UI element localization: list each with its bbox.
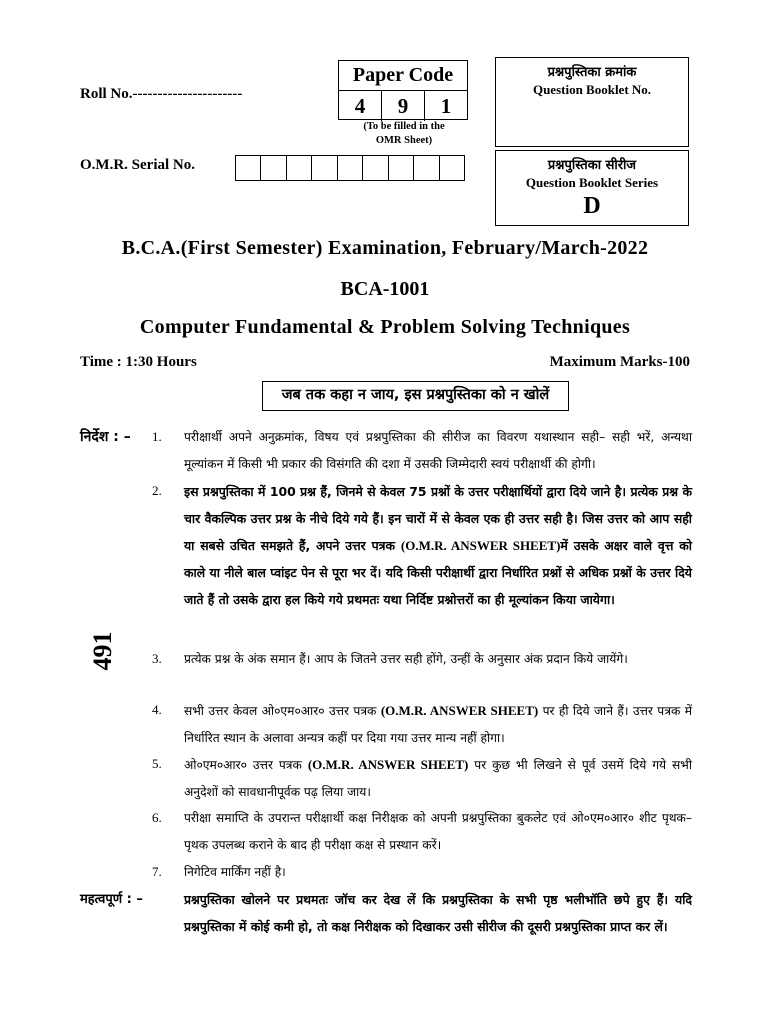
booklet-series-label-english: Question Booklet Series [525, 175, 659, 190]
instruction-text: प्रत्येक प्रश्न के अंक समान हैं। आप के जितने उत्तर सही होंगे, उन्हीं के अनुसार अंक प्रदान किये जायेंगे। [184, 652, 628, 666]
do-not-open-warning: जब तक कहा न जाय, इस प्रश्नपुस्तिका को न खोलें [262, 381, 569, 411]
question-booklet-no-box [495, 57, 689, 147]
booklet-series-label-hindi: प्रश्नपुस्तिका सीरीज [547, 158, 637, 173]
instruction-text-part: इस प्रश्नपुस्तिका में 100 प्रश्न हैं, जिनमे से केवल 75 प्रश्नों के उत्तर परीक्षार्थियों द्वारा दिये जाने है। प्रत्येक प्रश्न के चार वैकल्पिक उत्तर प्रश्न के नीचे दिये गये हैं। इन चारों में से केवल एक ही उत्तर सही है। जिस उत्तर को आप सही या सबसे उचित समझते हैं, अपने उत्तर पत्रक [184, 484, 692, 553]
instruction-number: 1. [152, 429, 162, 444]
instruction-text-part: पर कुछ भी लिखने से पूर्व उसमें दिये गये सभी अनुदेशों को सावधानीपूर्वक पढ़ लिया जाय। [184, 758, 693, 799]
instruction-item [152, 478, 692, 613]
instruction-number: 5. [152, 756, 162, 771]
omr-digit-box[interactable] [236, 156, 261, 180]
instruction-number: 6. [152, 810, 162, 825]
omr-answer-sheet-term: (O.M.R. ANSWER SHEET) [307, 757, 469, 772]
paper-code-digit: 4 [339, 91, 382, 121]
instruction-item [152, 751, 692, 806]
omr-serial-label: O.M.R. Serial No. [80, 157, 195, 173]
important-label: महत्वपूर्ण : – [80, 892, 143, 907]
important-text: प्रश्नपुस्तिका खोलने पर प्रथमतः जॉच कर देख लें कि प्रश्नपुस्तिका के सभी पृष्ठ भलीभॉति छपे हुए हैं। यदि प्रश्नपुस्तिका में कोई कमी हो, तो कक्ष निरीक्षक को दिखाकर उसी सीरीज की दूसरी प्रश्नपुस्तिका प्राप्त कर लें। [184, 892, 692, 934]
paper-code-title: Paper Code [339, 61, 467, 91]
instruction-item [152, 805, 692, 859]
instruction-number: 2. [152, 483, 162, 498]
side-paper-code-text: 491 [88, 631, 117, 671]
roll-no-label: Roll No.---------------------- [80, 86, 243, 102]
exam-title: B.C.A.(First Semester) Examination, February/March-2022 [121, 237, 649, 259]
instruction-text-part: में उसके अक्षर वाले वृत्त को काले या नीले बाल प्वांइट पेन से पूरा भर दें। यदि किसी परीक्षार्थी द्वारा निर्धारित प्रश्नों से अधिक प्रश्नों के उत्तर दिये जाते हैं तो उसके द्वारा हल किये गये प्रथमतः यथा निर्दिष्ट प्रश्नोत्तरों का ही मूल्यांकन किया जायेगा। [184, 538, 692, 607]
instruction-text [184, 697, 692, 752]
instruction-number: 7. [152, 864, 162, 879]
max-marks-label: Maximum Marks-100 [549, 354, 690, 370]
course-name: Computer Fundamental & Problem Solving Techniques [139, 316, 631, 338]
booklet-no-label-english: Question Booklet No. [532, 82, 652, 97]
omr-digit-box[interactable] [389, 156, 414, 180]
side-paper-code [83, 630, 123, 670]
omr-serial-boxes[interactable] [235, 155, 465, 181]
instruction-text [184, 478, 692, 613]
paper-code-digits [339, 91, 467, 121]
booklet-no-label-hindi: प्रश्नपुस्तिका क्रमांक [547, 65, 637, 80]
omr-digit-box[interactable] [440, 156, 464, 180]
instruction-item [152, 424, 692, 478]
paper-code-note-line: (To be filled in the [363, 121, 445, 132]
instruction-text-part: ओ०एम०आर० उत्तर पत्रक [184, 758, 302, 772]
paper-code-digit: 1 [440, 94, 452, 118]
instructions-label: निर्देश : – [80, 429, 131, 445]
course-code: BCA-1001 [340, 278, 430, 300]
booklet-series-value: D [583, 193, 601, 219]
omr-digit-box[interactable] [414, 156, 439, 180]
instruction-number: 4. [152, 702, 162, 717]
instruction-item [152, 697, 692, 752]
question-booklet-series-box [495, 150, 689, 226]
omr-digit-box[interactable] [261, 156, 286, 180]
instruction-text [184, 751, 692, 806]
omr-answer-sheet-term: (O.M.R. ANSWER SHEET) [400, 538, 561, 553]
omr-digit-box[interactable] [287, 156, 312, 180]
instruction-text: परीक्षा समाप्ति के उपरान्त परीक्षार्थी कक्ष निरीक्षक को अपनी प्रश्नपुस्तिका बुकलेट एवं ओ०एम०आर० शीट पृथक–पृथक उपलब्ध कराने के बाद ही परीक्षा कक्ष से प्रस्थान करें। [184, 811, 692, 852]
omr-answer-sheet-term: (O.M.R. ANSWER SHEET) [380, 703, 539, 718]
paper-code-digit: 9 [382, 91, 425, 121]
paper-code-note-line: OMR Sheet) [375, 135, 433, 146]
omr-digit-box[interactable] [312, 156, 337, 180]
omr-digit-box[interactable] [338, 156, 363, 180]
paper-code-note [340, 120, 468, 148]
instruction-text: परीक्षार्थी अपने अनुक्रमांक, विषय एवं प्रश्नपुस्तिका की सीरीज का विवरण यथास्थान सही– सही भरें, अन्यथा मूल्यांकन में किसी भी प्रकार की विसंगति की दशा में उसकी जिम्मेदारी स्वयं परीक्षार्थी की होगी। [184, 430, 692, 471]
instruction-number: 3. [152, 651, 162, 666]
paper-code-box [338, 60, 468, 120]
omr-digit-box[interactable] [363, 156, 388, 180]
instruction-text: निगेटिव मार्किंग नहीं है। [184, 865, 286, 879]
instruction-text-part: सभी उत्तर केवल ओ०एम०आर० उत्तर पत्रक [184, 704, 377, 718]
instruction-item [152, 646, 692, 673]
instruction-text-part: पर ही दिये जाने हैं। उत्तर पत्रक में निर्धारित स्थान के अलावा अन्यत्र कहीं पर दिया गया उत्तर मान्य नहीं होगा। [184, 704, 692, 745]
time-label: Time : 1:30 Hours [80, 354, 197, 370]
instruction-item [152, 859, 692, 886]
